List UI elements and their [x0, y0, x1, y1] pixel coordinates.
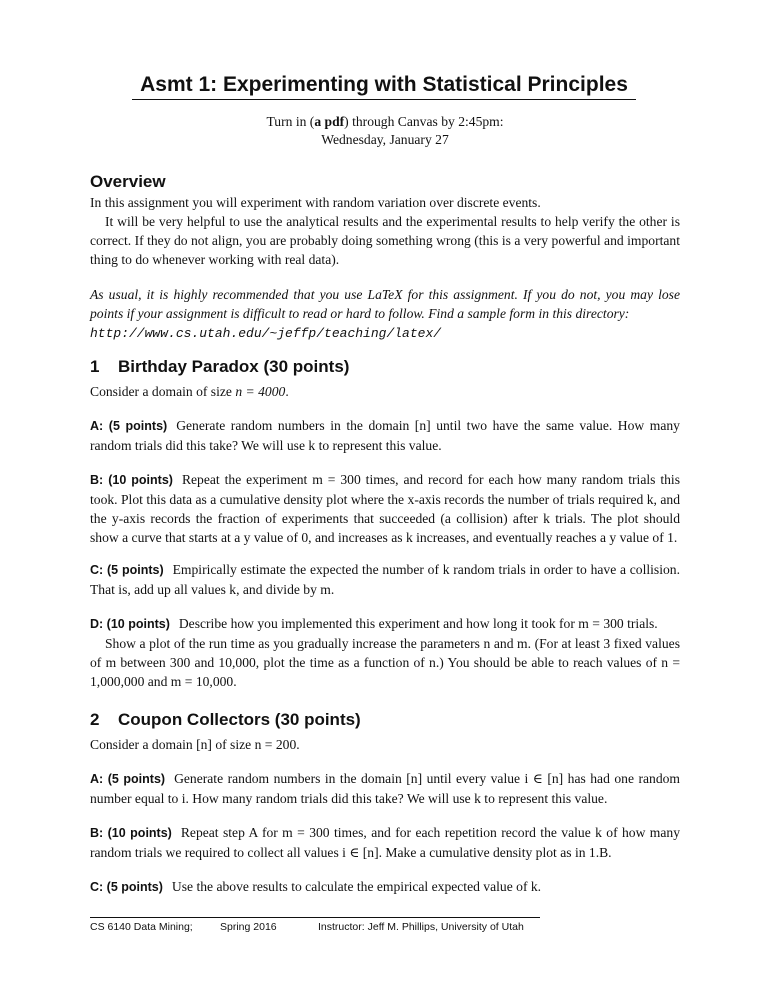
section1-d-text1: Describe how you implemented this experiment and how long it took for m = 300 trials.	[178, 616, 658, 631]
overview-p1: In this assignment you will experiment with random variation over discrete events.	[90, 195, 541, 210]
section2-part-c	[90, 877, 680, 897]
turnin-line-1: Turn in (a pdf) through Canvas by 2:45pm:	[266, 114, 504, 129]
section1-a-label: A: (5 points)	[90, 419, 168, 433]
section2-part-b	[90, 823, 680, 862]
turnin-due-date: Wednesday, January 27	[321, 132, 449, 147]
section1-a-text: Generate random numbers in the domain [n] until two have the same value. How many random trials did this take? We will use k to represent this value.	[90, 418, 680, 453]
overview-heading: Overview	[90, 172, 166, 191]
latex-url-link[interactable]: http://www.cs.utah.edu/~jeffp/teaching/latex/	[90, 326, 442, 341]
section2-part-a	[90, 769, 680, 808]
section1-heading: 1 Birthday Paradox (30 points)	[90, 357, 350, 376]
section1-c-label: C: (5 points)	[90, 563, 164, 577]
footer-course: CS 6140 Data Mining;	[90, 921, 193, 933]
overview-p2: It will be very helpful to use the analytical results and the experimental results to help verify the other is correct. If they do not align, you are probably doing something wrong (this is a very powerful and important thing to do whenever working with real data).	[90, 214, 680, 267]
section2-c-text: Use the above results to calculate the empirical expected value of k.	[171, 879, 542, 894]
section1-part-b	[90, 470, 680, 547]
section1-intro: Consider a domain of size n = 4000.	[90, 384, 289, 399]
title-underline	[132, 99, 636, 100]
section1-b-label: B: (10 points)	[90, 473, 173, 487]
section1-d-text2: Show a plot of the run time as you gradually increase the parameters n and m. (For at least 3 fixed values of m between 300 and 10,000, plot the time as a function of n.) You should be able to reach values of n = 1,000,000 and m = 10,000.	[90, 636, 680, 689]
section2-a-text: Generate random numbers in the domain [n] until every value i ∈ [n] has had one random number equal to i. How many random trials did this take? We will use k to represent this value.	[90, 771, 680, 806]
footer-term: Spring 2016	[220, 921, 277, 933]
section1-part-c	[90, 560, 680, 599]
section2-b-label: B: (10 points)	[90, 826, 172, 840]
section2-heading: 2 Coupon Collectors (30 points)	[90, 710, 361, 729]
footer-instructor: Instructor: Jeff M. Phillips, University of Utah	[318, 921, 524, 933]
assignment-title: Asmt 1: Experimenting with Statistical Principles	[140, 73, 628, 96]
section1-c-text: Empirically estimate the expected the number of k random trials in order to have a collision. That is, add up all values k, and divide by m.	[90, 562, 680, 597]
section2-a-label: A: (5 points)	[90, 772, 166, 786]
section2-intro: Consider a domain [n] of size n = 200.	[90, 737, 300, 752]
section1-b-text: Repeat the experiment m = 300 times, and record for each how many random trials this took. Plot this data as a cumulative density plot where the x-axis records the number of trials required k, and the y-axis records the fraction of experiments that succeeded (a collision) after k trials. The plot should show a curve that starts at a y value of 0, and increases as k increases, and eventually reaches a y value of 1.	[90, 472, 681, 545]
section1-part-a	[90, 416, 680, 455]
latex-note	[90, 285, 680, 343]
section1-part-d	[90, 614, 680, 691]
section2-b-text: Repeat step A for m = 300 times, and for each repetition record the value k of how many random trials we required to collect all values i ∈ [n]. Make a cumulative density plot as in 1.B.	[90, 825, 681, 860]
footer-rule	[90, 917, 540, 918]
section1-d-label: D: (10 points)	[90, 617, 170, 631]
overview-body	[90, 193, 680, 269]
section2-c-label: C: (5 points)	[90, 880, 163, 894]
latex-note-text: As usual, it is highly recommended that you use LaTeX for this assignment. If you do not, you may lose points if your assignment is difficult to read or hard to follow. Find a sample form in this directory:	[90, 287, 680, 321]
